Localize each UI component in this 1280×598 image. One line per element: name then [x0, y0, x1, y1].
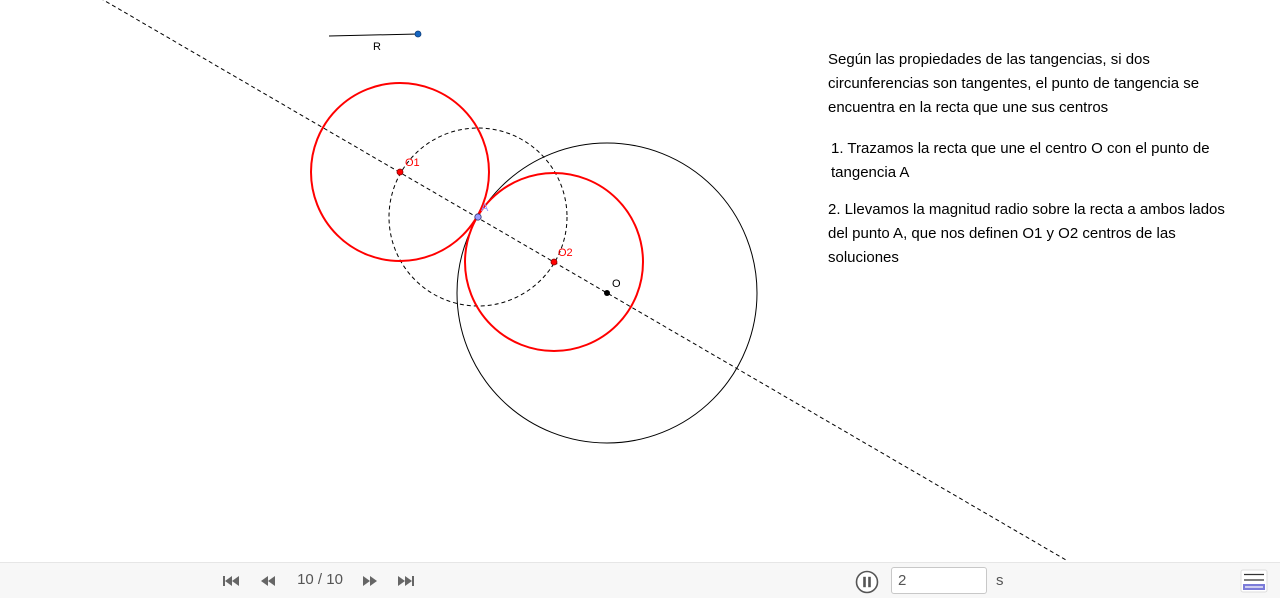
animation-speed-input[interactable] — [891, 567, 987, 594]
algebra-view-icon — [1241, 570, 1267, 592]
tangent-point-a-label: A — [481, 202, 489, 214]
pause-icon — [857, 572, 878, 593]
algebra-view-button[interactable] — [1240, 569, 1268, 593]
point-o[interactable] — [604, 290, 610, 296]
explanation-panel — [828, 48, 1238, 270]
point-o-label: O — [612, 278, 621, 290]
construction-protocol-toolbar — [0, 562, 1280, 598]
explanation-step-2: 2. Llevamos la magnitud radio sobre la recta a ambos lados del punto A, que nos definen O1 y O2 centros de las soluciones — [828, 201, 1225, 266]
previous-step-button[interactable] — [257, 571, 279, 591]
first-step-button[interactable] — [220, 571, 242, 591]
point-o1-label: O1 — [405, 157, 420, 169]
tangent-point-a[interactable] — [475, 214, 481, 220]
radius-segment-label: R — [373, 41, 381, 53]
point-o1[interactable] — [397, 169, 403, 175]
radius-segment[interactable] — [329, 34, 418, 36]
step-counter: 10 / 10 — [297, 571, 343, 588]
pause-button[interactable] — [855, 570, 879, 594]
next-step-icon — [361, 575, 379, 587]
next-step-button[interactable] — [359, 571, 381, 591]
skip-to-last-icon — [396, 575, 416, 587]
last-step-button[interactable] — [395, 571, 417, 591]
skip-to-first-icon — [221, 575, 241, 587]
radius-segment-endpoint[interactable] — [415, 31, 421, 37]
speed-unit-label: s — [996, 572, 1004, 589]
point-o2-label: O2 — [558, 247, 573, 259]
point-o2[interactable] — [551, 259, 557, 265]
explanation-step-1: 1. Trazamos la recta que une el centro O con el punto de tangencia A — [831, 140, 1210, 181]
previous-step-icon — [259, 575, 277, 587]
explanation-intro: Según las propiedades de las tangencias, si dos circunferencias son tangentes, el punto de tangencia se encuentra en la recta que une sus centros — [828, 51, 1200, 116]
